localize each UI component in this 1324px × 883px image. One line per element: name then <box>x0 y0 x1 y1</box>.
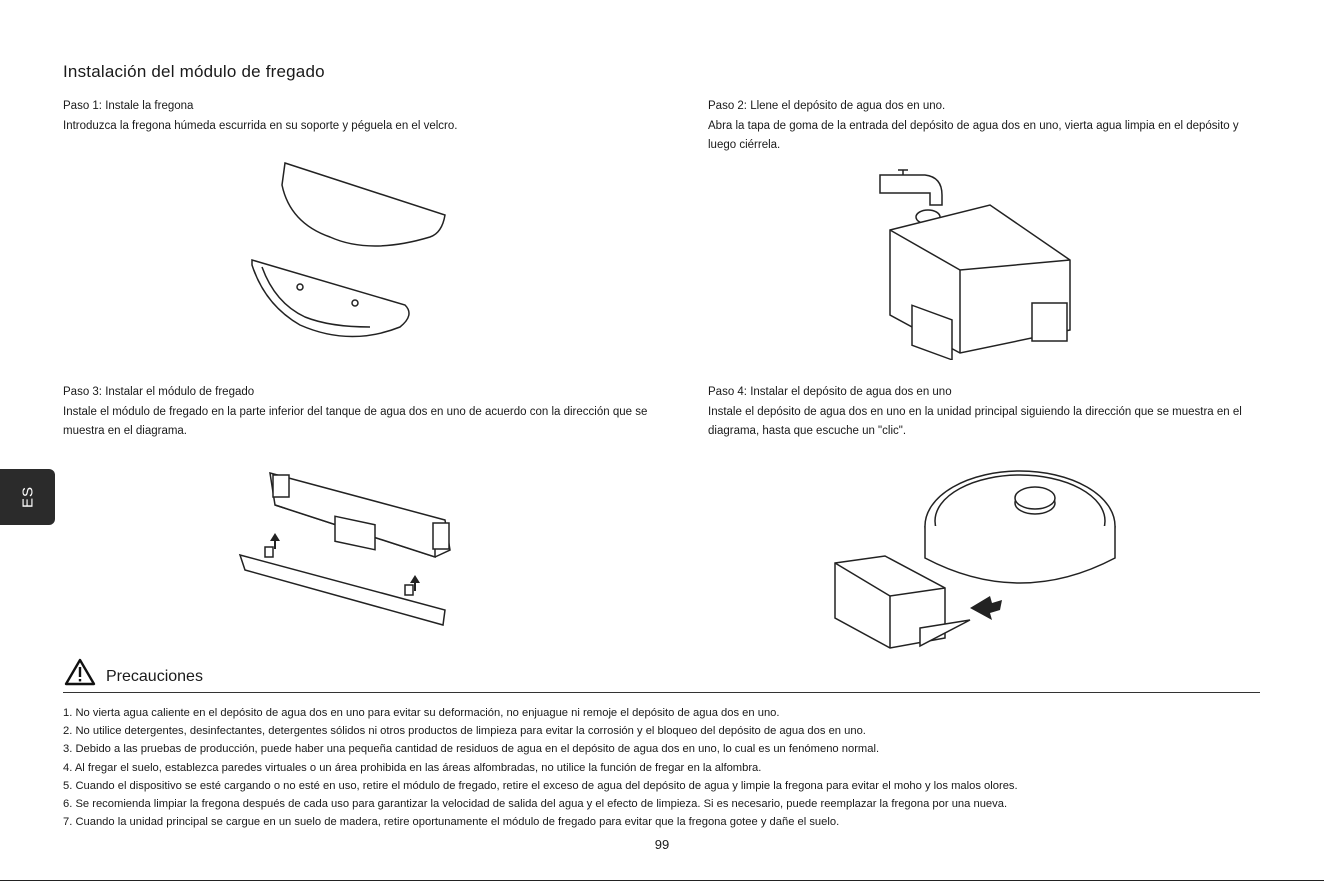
step-1-title: Paso 1: Instale la fregona <box>63 100 194 112</box>
step-2-body: Abra la tapa de goma de la entrada del depósito de agua dos en uno, vierta agua limpia en el depósito y luego ciérrela. <box>708 120 1239 151</box>
mop-pad-illustration <box>230 155 460 355</box>
step-3-body: Instale el módulo de fregado en la parte inferior del tanque de agua dos en uno de acuerdo con la dirección que se muestra en el diagrama. <box>63 406 648 437</box>
step-4-title: Paso 4: Instalar el depósito de agua dos en uno <box>708 386 952 398</box>
precaution-item: 6. Se recomienda limpiar la fregona después de cada uso para garantizar la velocidad de salida del agua y el efecto de limpieza. Si es necesario, puede reemplazar la fregona por una nueva. <box>63 798 1008 811</box>
bottom-divider <box>0 880 1324 881</box>
step-4-body: Instale el depósito de agua dos en uno en la unidad principal siguiendo la dirección que se muestra en el diagrama, hasta que escuche un "clic". <box>708 406 1242 437</box>
precaution-item: 4. Al fregar el suelo, establezca paredes virtuales o un área prohibida en las áreas alfombradas, no utilice la función de fregar en la alfombra. <box>63 761 762 774</box>
step-1-body: Introduzca la fregona húmeda escurrida en su soporte y péguela en el velcro. <box>63 120 458 132</box>
precaution-item: 5. Cuando el dispositivo se esté cargando o no esté en uso, retire el módulo de fregado, retire el exceso de agua del depósito de agua y limpie la fregona para evitar el moho y los malos olores. <box>63 779 1018 792</box>
language-tab <box>0 469 55 525</box>
language-tab-label: ES <box>19 485 36 509</box>
precaution-item: 1. No vierta agua caliente en el depósito de agua dos en uno para evitar su deformación, no enjuague ni remoje el depósito de agua dos en uno. <box>63 707 780 719</box>
page-number: 99 <box>654 837 670 852</box>
precautions-divider <box>63 692 1260 693</box>
mop-module-assembly-illustration <box>235 465 460 635</box>
warning-triangle-icon <box>64 658 96 686</box>
precaution-item: 2. No utilice detergentes, desinfectantes, detergentes sólidos ni otros productos de limpieza para evitar la corrosión y el bloqueo del depósito de agua dos en uno. <box>63 725 866 738</box>
page-title: Instalación del módulo de fregado <box>63 62 325 81</box>
step-2-title: Paso 2: Llene el depósito de agua dos en uno. <box>708 100 946 112</box>
robot-tank-install-illustration <box>830 468 1130 658</box>
precautions-title: Precauciones <box>106 668 203 685</box>
water-tank-fill-illustration <box>870 165 1090 360</box>
step-3-title: Paso 3: Instalar el módulo de fregado <box>63 386 255 398</box>
precaution-item: 3. Debido a las pruebas de producción, puede haber una pequeña cantidad de residuos de agua en el depósito de agua dos en uno, lo cual es un fenómeno normal. <box>63 743 880 756</box>
precautions-list <box>63 704 1018 831</box>
precaution-item: 7. Cuando la unidad principal se cargue en un suelo de madera, retire oportunamente el módulo de fregado para evitar que la fregona gotee y dañe el suelo. <box>63 816 840 829</box>
